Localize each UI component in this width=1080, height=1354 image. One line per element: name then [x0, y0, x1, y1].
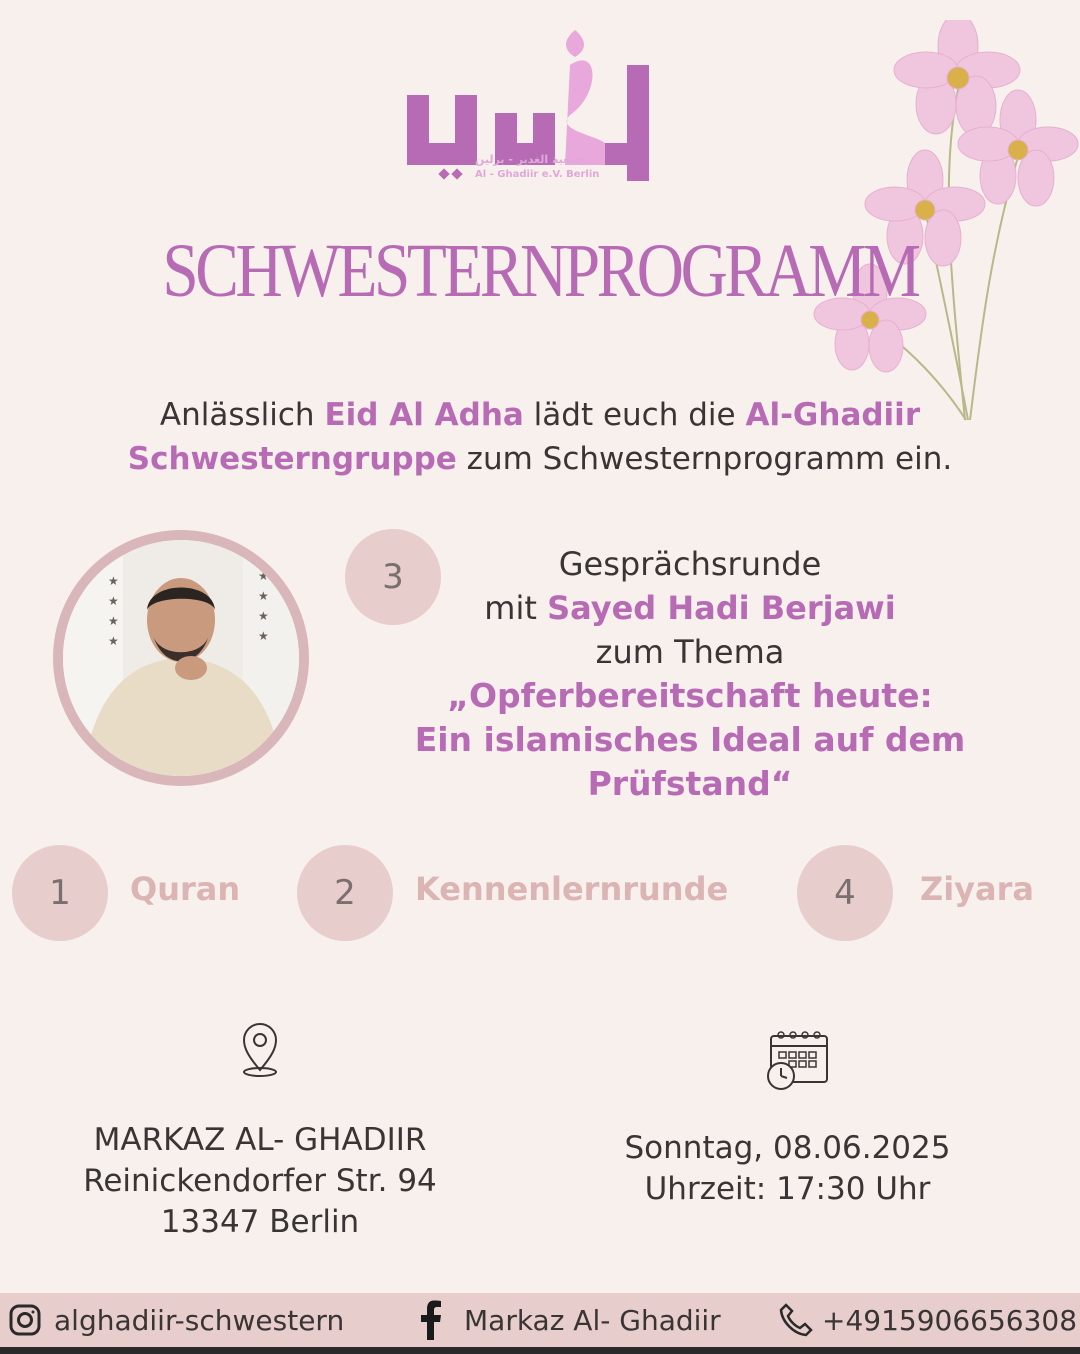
talk-line1: Gesprächsrunde [558, 545, 822, 583]
calendar-clock-icon [765, 1030, 829, 1092]
footer-instagram[interactable] [8, 1300, 344, 1340]
instagram-handle: alghadiir-schwestern [54, 1303, 345, 1337]
topic-line1: „Opferbereitschaft heute: [447, 676, 933, 715]
footer-phone[interactable] [778, 1300, 1077, 1340]
instagram-icon [8, 1303, 42, 1337]
svg-text:★: ★ [108, 594, 119, 608]
talk-description [400, 542, 980, 806]
topic-line2: Ein islamisches Ideal auf dem [414, 720, 966, 759]
location-block [30, 1120, 490, 1243]
item-label-ziyara: Ziyara [920, 870, 1034, 908]
logo [395, 25, 665, 190]
intro-event: Eid Al Adha [324, 397, 524, 433]
facebook-page: Markaz Al- Ghadiir [464, 1303, 721, 1337]
intro-part2: lädt euch die [523, 397, 746, 433]
item-label-kennenlernrunde: Kennenlernrunde [415, 870, 729, 908]
event-date: Sonntag, 08.06.2025 [624, 1130, 951, 1166]
intro-text [40, 393, 1040, 481]
talk-line2 [400, 586, 980, 630]
intro-part3: zum Schwesternprogramm ein. [456, 441, 953, 477]
logo-subtitle-latin: Al - Ghadiir e.V. Berlin [475, 169, 600, 180]
talk-line2-prefix: mit [484, 589, 548, 627]
intro-part1: Anlässlich [159, 397, 325, 433]
location-pin-icon [238, 1022, 282, 1078]
location-street: Reinickendorfer Str. 94 [83, 1163, 437, 1199]
footer-bottom-edge [0, 1347, 1080, 1354]
svg-text:★: ★ [108, 634, 119, 648]
svg-text:★: ★ [258, 569, 269, 583]
speaker-name: Sayed Hadi Berjawi [547, 589, 896, 627]
item-label-quran: Quran [130, 870, 241, 908]
logo-subtitle-arabic: جمعية الغدير - برلين [475, 153, 585, 166]
facebook-icon [420, 1300, 442, 1340]
location-name: MARKAZ AL- GHADIIR [93, 1122, 427, 1158]
svg-text:★: ★ [258, 609, 269, 623]
svg-text:★: ★ [258, 629, 269, 643]
item-number-4: 4 [797, 845, 893, 941]
event-time: Uhrzeit: 17:30 Uhr [644, 1171, 931, 1207]
intro-group: Al-Ghadiir Schwesterngruppe [127, 397, 921, 477]
svg-text:★: ★ [108, 614, 119, 628]
footer-facebook[interactable] [420, 1300, 721, 1340]
item-number-3: 3 [345, 529, 441, 625]
phone-icon [778, 1302, 814, 1338]
topic-line3: Prüfstand“ [587, 764, 793, 803]
speaker-photo [53, 530, 309, 786]
talk-line3: zum Thema [595, 633, 785, 671]
datetime-block [560, 1128, 1015, 1210]
svg-text:★: ★ [258, 589, 269, 603]
svg-text:★: ★ [108, 574, 119, 588]
location-city: 13347 Berlin [160, 1204, 360, 1240]
page-title: SCHWESTERNPROGRAMM [162, 229, 918, 313]
item-number-2: 2 [297, 845, 393, 941]
phone-number: +4915906656308 [822, 1303, 1078, 1337]
item-number-1: 1 [12, 845, 108, 941]
